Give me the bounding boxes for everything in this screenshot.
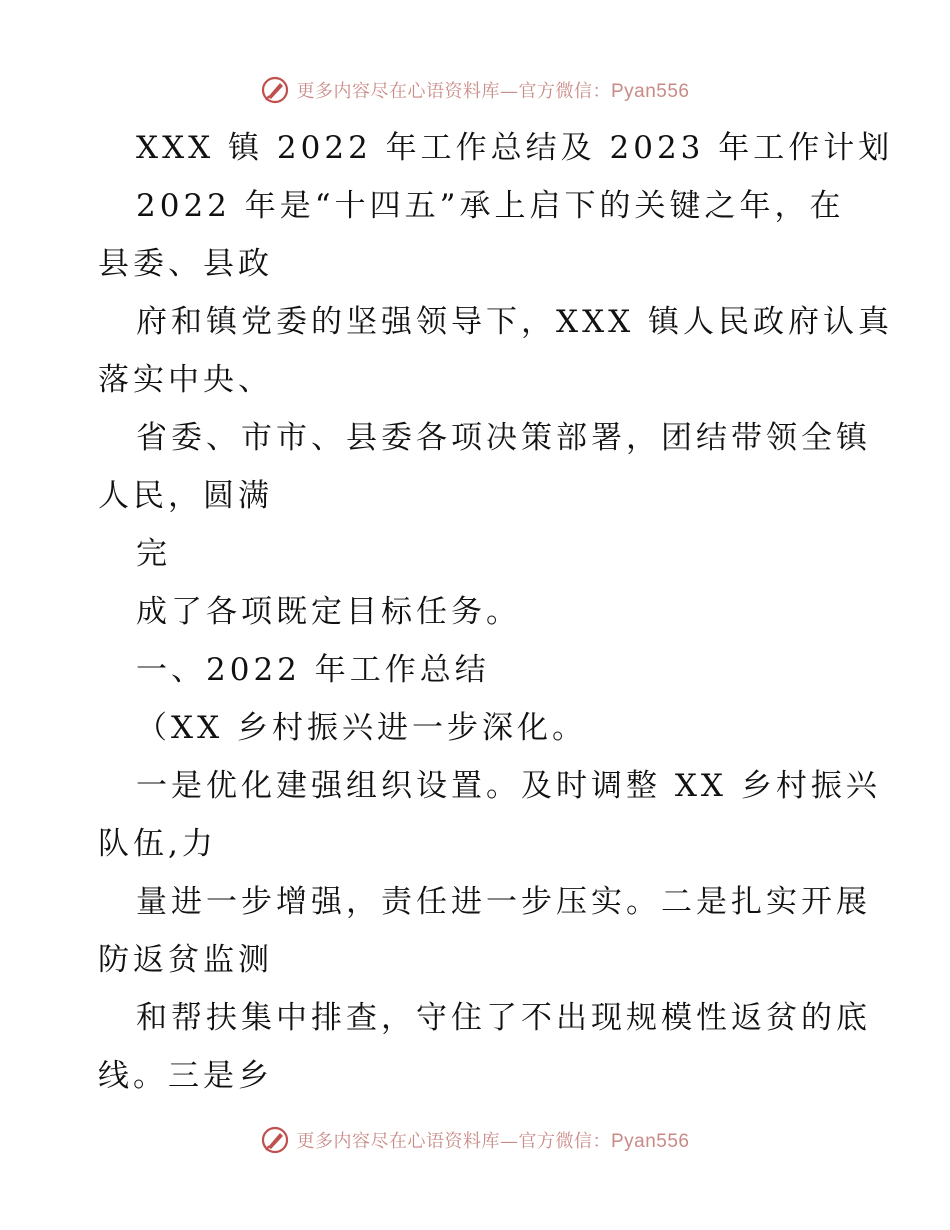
paragraph-line: 县委、县政 [98, 246, 273, 282]
paragraph-line: 防返贫监测 [98, 942, 273, 978]
watermark-text: 更多内容尽在心语资料库—官方微信：Pyan556 [296, 1131, 690, 1152]
paragraph-line: 一是优化建强组织设置。及时调整 XX 乡村振兴 [136, 768, 881, 804]
subsection-heading: （XX 乡村振兴进一步深化。 [136, 710, 587, 746]
watermark-id: Pyan556 [610, 81, 690, 102]
watermark-footer [0, 1122, 950, 1158]
quill-logo-icon [260, 1125, 290, 1155]
paragraph-line: 2022 年是“十四五”承上启下的关键之年，在 [136, 188, 845, 224]
paragraph-line: 量进一步增强，责任进一步压实。二是扎实开展 [136, 884, 871, 920]
paragraph-line: 省委、市市、县委各项决策部署，团结带领全镇 [136, 420, 871, 456]
paragraph-line: 成了各项既定目标任务。 [136, 594, 521, 630]
document-title: XXX 镇 2022 年工作总结及 2023 年工作计划 [136, 130, 894, 166]
paragraph-line: 落实中央、 [98, 362, 273, 398]
paragraph-line: 人民，圆满 [98, 478, 273, 514]
paragraph-line: 线。三是乡 [98, 1058, 273, 1094]
watermark-text: 更多内容尽在心语资料库—官方微信：Pyan556 [296, 81, 690, 102]
paragraph-line: 完 [136, 536, 171, 572]
paragraph-line: 府和镇党委的坚强领导下，XXX 镇人民政府认真 [136, 304, 894, 340]
paragraph-line: 和帮扶集中排查，守住了不出现规模性返贫的底 [136, 1000, 871, 1036]
watermark-id: Pyan556 [610, 1131, 690, 1152]
section-heading: 一、2022 年工作总结 [136, 652, 490, 688]
paragraph-line: 队伍,力 [98, 826, 217, 862]
watermark-header [0, 72, 950, 108]
quill-logo-icon [260, 75, 290, 105]
